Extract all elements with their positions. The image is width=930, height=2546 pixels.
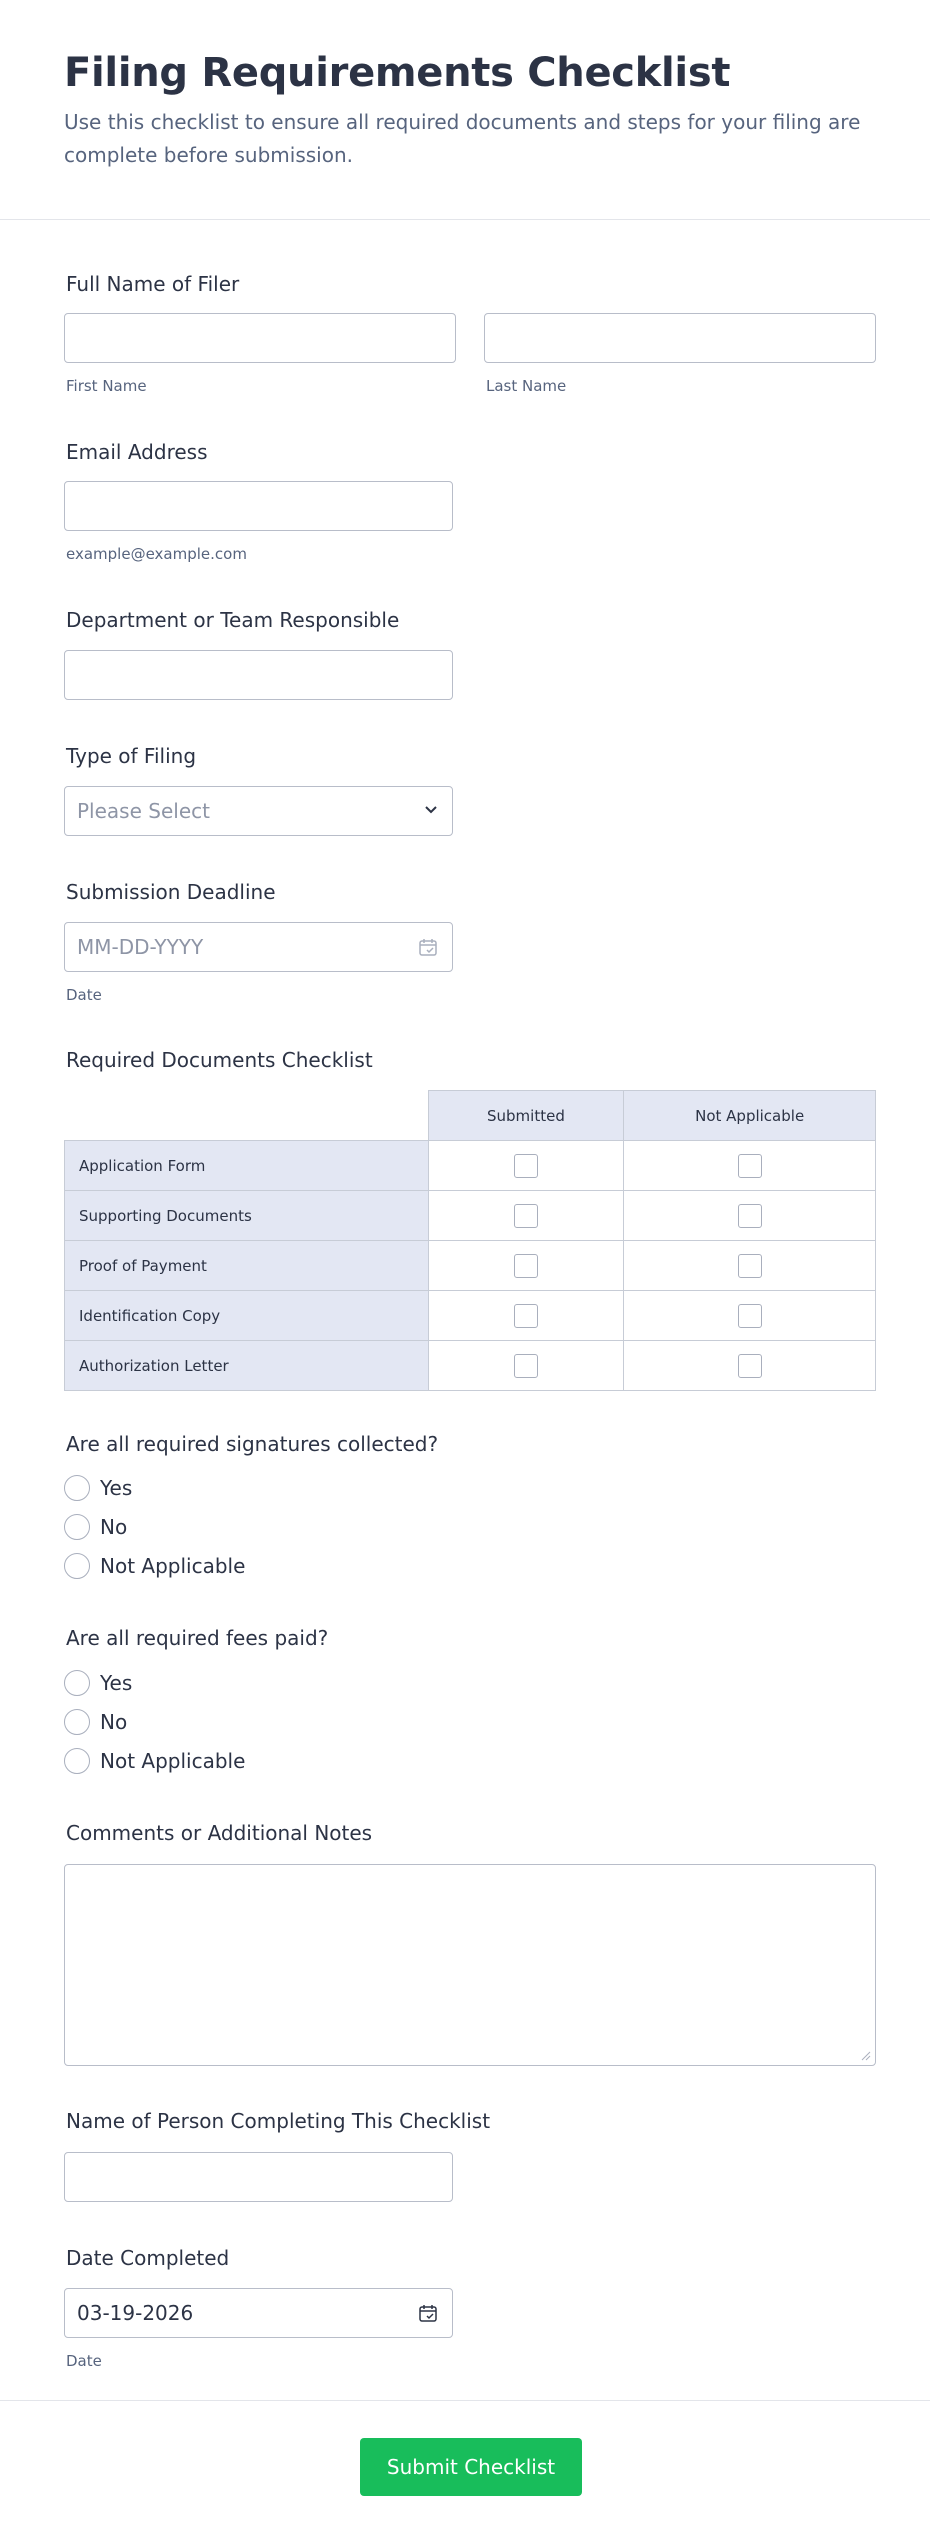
comments-label: Comments or Additional Notes — [66, 1821, 373, 1845]
table-row — [65, 1191, 876, 1241]
documents-matrix — [64, 1090, 876, 1391]
department-label: Department or Team Responsible — [66, 608, 400, 632]
filing-type-select[interactable] — [64, 786, 453, 836]
footer-divider — [0, 2400, 930, 2401]
radio-button[interactable] — [64, 1670, 90, 1696]
form-header — [0, 0, 930, 220]
matrix-corner — [65, 1091, 429, 1141]
radio-label: Yes — [100, 1671, 133, 1695]
checkbox[interactable] — [514, 1254, 538, 1278]
checkbox[interactable] — [514, 1204, 538, 1228]
column-not-applicable: Not Applicable — [624, 1091, 876, 1141]
radio-label: No — [100, 1515, 128, 1539]
matrix-cell — [428, 1141, 624, 1191]
radio-label: Not Applicable — [100, 1554, 246, 1578]
calendar-icon[interactable] — [418, 937, 438, 957]
matrix-cell — [428, 1191, 624, 1241]
full-name-label: Full Name of Filer — [66, 272, 240, 296]
radio-button[interactable] — [64, 1514, 90, 1540]
deadline-label: Submission Deadline — [66, 880, 276, 904]
comments-textarea[interactable] — [64, 1864, 876, 2066]
first-name-input[interactable] — [64, 313, 456, 363]
calendar-icon[interactable] — [418, 2303, 438, 2323]
deadline-date-input[interactable] — [64, 922, 453, 972]
signatures-option-na[interactable] — [64, 1552, 245, 1580]
fees-option-no[interactable] — [64, 1708, 127, 1736]
matrix-cell — [624, 1191, 876, 1241]
row-label: Supporting Documents — [65, 1191, 429, 1241]
deadline-placeholder: MM-DD-YYYY — [77, 935, 204, 959]
radio-button[interactable] — [64, 1709, 90, 1735]
date-completed-sublabel: Date — [66, 2352, 102, 2370]
fees-option-na[interactable] — [64, 1747, 245, 1775]
table-row — [65, 1241, 876, 1291]
filing-type-placeholder: Please Select — [77, 799, 210, 823]
date-completed-value: 03-19-2026 — [77, 2301, 194, 2325]
radio-label: No — [100, 1710, 128, 1734]
table-row — [65, 1141, 876, 1191]
last-name-input[interactable] — [484, 313, 876, 363]
filing-type-label: Type of Filing — [66, 744, 197, 768]
table-row — [65, 1291, 876, 1341]
row-label: Authorization Letter — [65, 1341, 429, 1391]
matrix-cell — [428, 1291, 624, 1341]
fees-label: Are all required fees paid? — [66, 1626, 329, 1650]
first-name-sublabel: First Name — [66, 377, 147, 395]
completer-label: Name of Person Completing This Checklist — [66, 2109, 491, 2133]
completer-name-input[interactable] — [64, 2152, 453, 2202]
checkbox[interactable] — [738, 1154, 762, 1178]
checkbox[interactable] — [514, 1354, 538, 1378]
deadline-sublabel: Date — [66, 986, 102, 1004]
radio-button[interactable] — [64, 1475, 90, 1501]
email-field[interactable] — [64, 481, 453, 531]
matrix-cell — [624, 1141, 876, 1191]
fees-option-yes[interactable] — [64, 1669, 132, 1697]
matrix-cell — [624, 1291, 876, 1341]
documents-label: Required Documents Checklist — [66, 1048, 373, 1072]
matrix-cell — [428, 1241, 624, 1291]
matrix-cell — [428, 1341, 624, 1391]
email-label: Email Address — [66, 440, 208, 464]
signatures-label: Are all required signatures collected? — [66, 1432, 439, 1456]
checkbox[interactable] — [738, 1304, 762, 1328]
row-label: Proof of Payment — [65, 1241, 429, 1291]
page-subtitle: Use this checklist to ensure all required documents and steps for your filing are complete before submission. — [64, 110, 861, 167]
radio-label: Not Applicable — [100, 1749, 246, 1773]
date-completed-input[interactable] — [64, 2288, 453, 2338]
checkbox[interactable] — [738, 1254, 762, 1278]
row-label: Application Form — [65, 1141, 429, 1191]
date-completed-label: Date Completed — [66, 2246, 230, 2270]
checkbox[interactable] — [514, 1154, 538, 1178]
signatures-option-no[interactable] — [64, 1513, 127, 1541]
signatures-option-yes[interactable] — [64, 1474, 132, 1502]
page-title: Filing Requirements Checklist — [64, 50, 731, 96]
matrix-cell — [624, 1341, 876, 1391]
radio-button[interactable] — [64, 1748, 90, 1774]
radio-button[interactable] — [64, 1553, 90, 1579]
checkbox[interactable] — [514, 1304, 538, 1328]
row-label: Identification Copy — [65, 1291, 429, 1341]
email-sublabel: example@example.com — [66, 545, 247, 563]
checkbox[interactable] — [738, 1204, 762, 1228]
department-input[interactable] — [64, 650, 453, 700]
last-name-sublabel: Last Name — [486, 377, 567, 395]
submit-button[interactable]: Submit Checklist — [360, 2438, 582, 2496]
chevron-down-icon — [424, 805, 438, 815]
matrix-cell — [624, 1241, 876, 1291]
column-submitted: Submitted — [428, 1091, 624, 1141]
checkbox[interactable] — [738, 1354, 762, 1378]
radio-label: Yes — [100, 1476, 133, 1500]
resize-handle-icon[interactable] — [861, 2051, 871, 2061]
table-row — [65, 1341, 876, 1391]
